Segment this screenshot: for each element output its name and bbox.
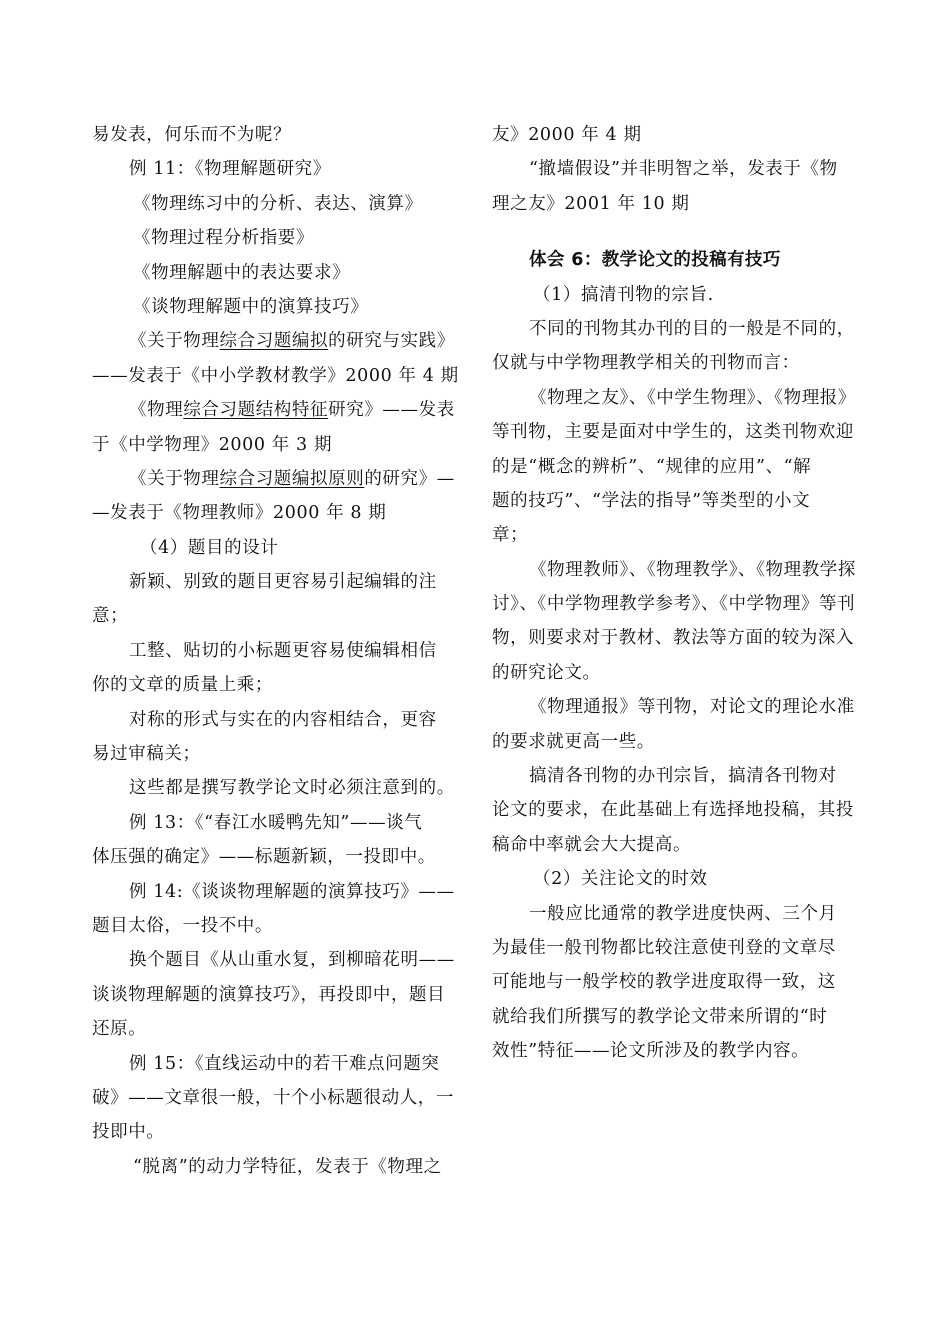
- paragraph-line: 体压强的确定》——标题新颖，一投即中。: [92, 847, 436, 868]
- paragraph-line: 对称的形式与实在的内容相结合，更容: [129, 709, 437, 730]
- paragraph-line: 论文的要求，在此基础上有选择地投稿，其投: [492, 800, 854, 821]
- paragraph-line: 例 13：《“春江水暖鸭先知”——谈气: [129, 812, 423, 833]
- section-subheading: （2）关注论文的时效: [533, 869, 708, 890]
- underlined-term: 综合习题编拟: [219, 331, 329, 352]
- text-segment: 的研究与实践》: [328, 331, 455, 352]
- paragraph-line: “撤墙假设”并非明智之举，发表于《物: [529, 159, 838, 180]
- reference-line: [92, 324, 464, 358]
- paragraph-line: 还原。: [92, 1019, 147, 1040]
- section-subheading: （4）题目的设计: [140, 537, 279, 558]
- paragraph-line: 新颖、别致的题目更容易引起编辑的注: [129, 572, 437, 593]
- text-segment: 《物理: [129, 400, 184, 421]
- text-segment: 《关于物理: [129, 468, 220, 489]
- paragraph-line: 理之友》2001 年 10 期: [492, 193, 690, 214]
- paragraph-line: 例 15：《直线运动中的若干难点问题突: [129, 1053, 440, 1074]
- paragraph-line: 例 14:《谈谈物理解题的演算技巧》——: [129, 881, 455, 902]
- reference-line: [92, 462, 464, 496]
- text-segment: 的研究》—: [364, 468, 455, 489]
- section-subheading: （1）搞清刊物的宗旨.: [533, 284, 714, 305]
- example-title: 《谈物理解题中的演算技巧》: [133, 296, 369, 317]
- paragraph-line: 换个题目《从山重水复，到柳暗花明——: [129, 950, 455, 971]
- paragraph-line: 投即中。: [92, 1122, 165, 1143]
- paragraph-line: 的是“概念的辨析”、“规律的应用”、“解: [492, 456, 812, 477]
- reference-line: [92, 393, 464, 427]
- paragraph-line: 可能地与一般学校的教学进度取得一致，这: [492, 972, 836, 993]
- paragraph-line: 易发表，何乐而不为呢？: [92, 125, 292, 145]
- underlined-term: 综合习题编拟原则: [219, 468, 365, 489]
- reference-line: —发表于《物理教师》2000 年 8 期: [92, 503, 387, 524]
- paragraph-line: 物，则要求对于教材、教法等方面的较为深入: [492, 628, 854, 649]
- paragraph-line: 的研究论文。: [492, 662, 601, 683]
- paragraph-line: 《物理教师》、《物理教学》、《物理教学探: [529, 559, 856, 580]
- paragraph-line: 《物理之友》、《中学生物理》、《物理报》: [529, 387, 856, 408]
- paragraph-line: 这些都是撰写教学论文时必须注意到的。: [129, 778, 455, 799]
- paragraph-line: 仅就与中学物理教学相关的刊物而言：: [492, 353, 800, 374]
- section-heading: 体会 6：教学论文的投稿有技巧: [529, 250, 781, 271]
- paragraph-line: 题目太俗，一投不中。: [92, 915, 273, 936]
- paragraph-line: 等刊物，主要是面对中学生的，这类刊物欢迎: [492, 422, 854, 443]
- text-segment: 《关于物理: [129, 331, 220, 352]
- reference-line: ——发表于《中小学教材教学》2000 年 4 期: [92, 365, 459, 386]
- paragraph-line: 就给我们所撰写的教学论文带来所谓的“时: [492, 1006, 828, 1027]
- paragraph-line: 一般应比通常的教学进度快两、三个月: [529, 903, 837, 924]
- paragraph-line: 为最佳一般刊物都比较注意使刊登的文章尽: [492, 937, 836, 958]
- paragraph-line: 你的文章的质量上乘；: [92, 675, 273, 696]
- paragraph-line: 工整、贴切的小标题更容易使编辑相信: [129, 640, 437, 661]
- paragraph-line: 意；: [92, 606, 129, 627]
- paragraph-line: 题的技巧”、“学法的指导”等类型的小文: [492, 490, 811, 511]
- paragraph-line: 《物理通报》等刊物，对论文的理论水准: [529, 697, 855, 718]
- paragraph-line: “脱离”的动力学特征，发表于《物理之: [133, 1156, 442, 1177]
- paragraph-line: 章；: [492, 525, 529, 546]
- paragraph-line: 效性”特征——论文所涉及的教学内容。: [492, 1041, 810, 1062]
- left-column: [92, 118, 464, 1184]
- paragraph-line: 的要求就更高一些。: [492, 731, 655, 752]
- right-column: [492, 118, 864, 1069]
- example-title: 《物理过程分析指要》: [133, 228, 314, 249]
- paragraph-line: 易过审稿关；: [92, 744, 201, 765]
- example-title: 《物理练习中的分析、表达、演算》: [133, 193, 423, 214]
- reference-line: 于《中学物理》2000 年 3 期: [92, 434, 333, 455]
- paragraph-line: 搞清各刊物的办刊宗旨，搞清各刊物对: [529, 766, 837, 787]
- underlined-term: 综合习题结构特征: [183, 400, 329, 421]
- paragraph-line: 友》2000 年 4 期: [492, 125, 642, 145]
- example-title: 例 11：《物理解题研究》: [129, 159, 331, 180]
- example-title: 《物理解题中的表达要求》: [133, 262, 351, 283]
- text-segment: 研究》——发表: [328, 400, 455, 421]
- paragraph-line: 破》——文章很一般，十个小标题很动人，一: [92, 1087, 454, 1108]
- paragraph-line: 稿命中率就会大大提高。: [492, 834, 692, 855]
- paragraph-line: 不同的刊物其办刊的目的一般是不同的，: [529, 318, 855, 339]
- paragraph-line: 谈谈物理解题的演算技巧》，再投即中，题目: [92, 984, 446, 1005]
- paragraph-line: 讨》、《中学物理教学参考》、《中学物理》等刊: [492, 594, 856, 615]
